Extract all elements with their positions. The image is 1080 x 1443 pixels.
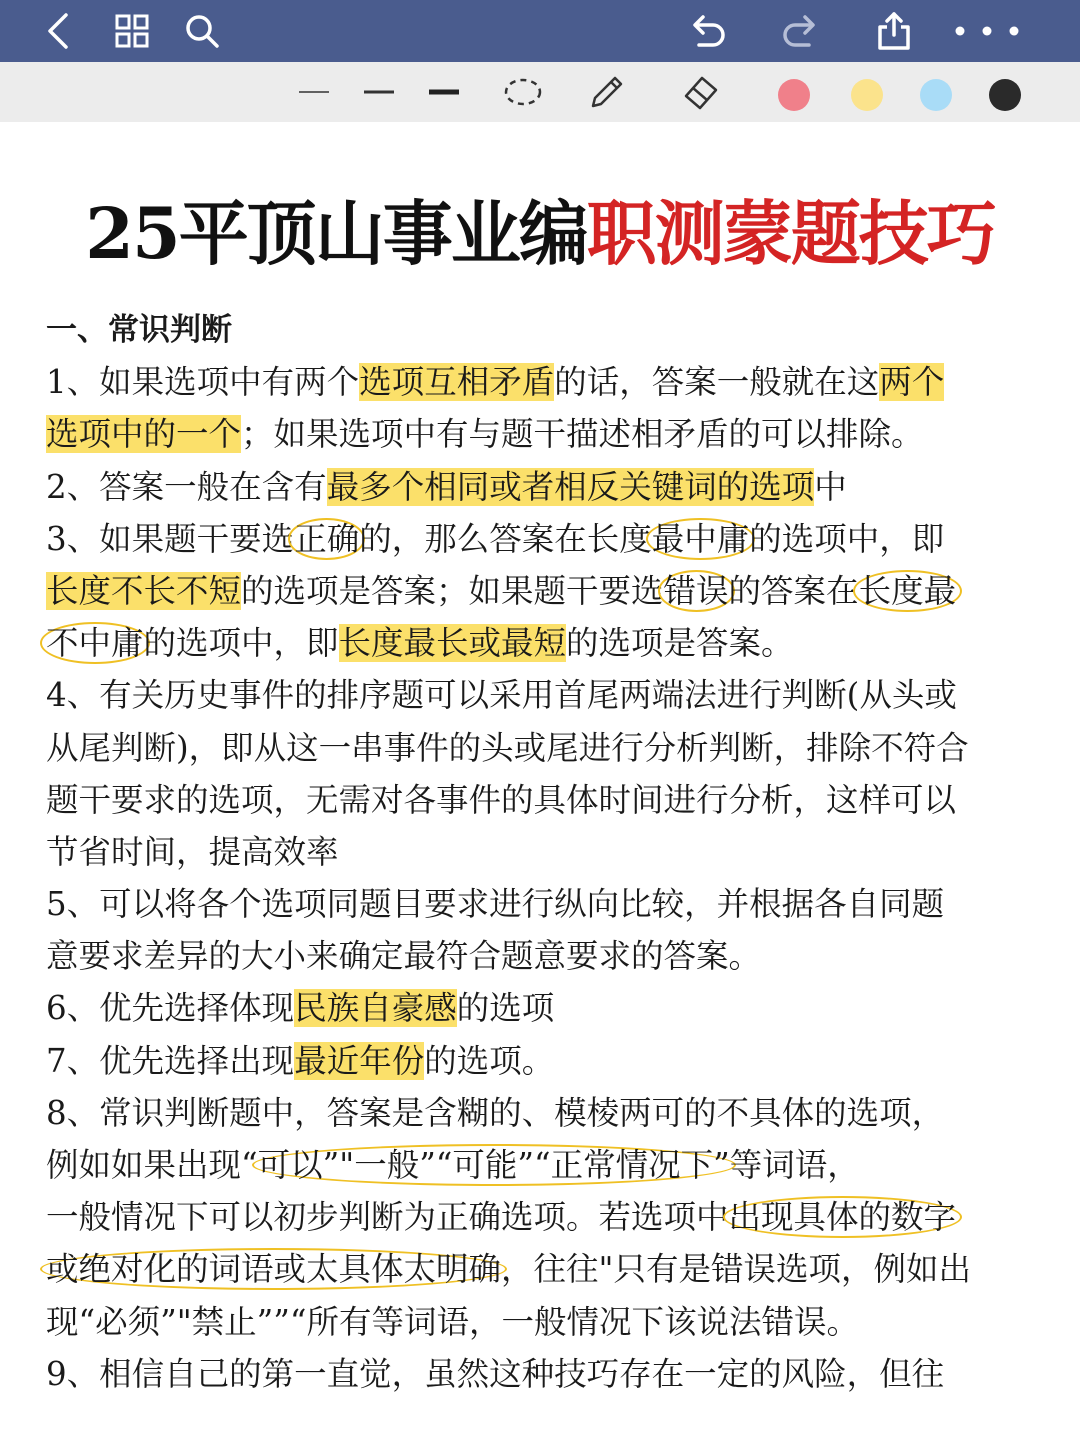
eraser-tool[interactable] <box>676 62 726 122</box>
text-line: 9、相信自己的第一直觉，虽然这种技巧存在一定的风险，但往 <box>46 1354 945 1393</box>
document-body <box>46 304 1040 1400</box>
more-button[interactable] <box>950 0 1024 62</box>
thin-line-icon <box>298 89 330 95</box>
grid-icon <box>114 13 150 49</box>
highlight: 选项中的一个 <box>46 415 242 454</box>
text-line: 或绝对化的词语或太具体太明确，往往"只有是错误选项，例如出 <box>46 1243 1040 1295</box>
highlight: 最多个相同或者相反关键词的选项 <box>326 467 815 506</box>
search-button[interactable] <box>180 0 224 62</box>
circle-annotation: 长度最 <box>853 570 963 612</box>
text-line: 2、答案一般在含有最多个相同或者相反关键词的选项中 <box>46 467 847 506</box>
section-heading: 一、常识判断 <box>46 312 232 348</box>
highlight: 长度不长不短 <box>46 571 242 610</box>
undo-button[interactable] <box>684 0 730 62</box>
circle-annotation: 出现具体的数字 <box>723 1196 963 1238</box>
text-line: 4、有关历史事件的排序题可以采用首尾两端法进行判断(从头或 <box>46 676 957 715</box>
circle-annotation: 最中庸 <box>646 518 756 560</box>
pink-color-swatch[interactable] <box>778 79 810 111</box>
text-line: 3、如果题干要选正确的，那么答案在长度最中庸的选项中，即 <box>46 519 945 558</box>
text-line: 6、优先选择体现民族自豪感的选项 <box>46 989 555 1028</box>
thick-line-tool[interactable] <box>424 62 464 122</box>
back-icon <box>46 12 70 50</box>
text-line: 7、优先选择出现最近年份的选项。 <box>46 1041 555 1080</box>
lasso-tool[interactable] <box>500 62 546 122</box>
thick-line-icon <box>428 88 460 96</box>
text-line: 选项中的一个；如果选项中有与题干描述相矛盾的可以排除。 <box>46 415 924 454</box>
circle-annotation: 或绝对化的词语或太具体太明确 <box>40 1248 507 1290</box>
lasso-icon <box>503 76 543 108</box>
pencil-tool[interactable] <box>584 62 630 122</box>
grid-view-button[interactable] <box>110 0 154 62</box>
redo-icon <box>781 13 821 49</box>
blue-color-swatch[interactable] <box>920 79 952 111</box>
text-line: 节省时间，提高效率 <box>46 832 339 871</box>
text-line: 例如如果出现“可以”"一般”“可能”“正常情况下”等词语， <box>46 1146 860 1184</box>
share-button[interactable] <box>872 0 916 62</box>
top-toolbar <box>0 0 1080 62</box>
yellow-color-swatch[interactable] <box>851 79 883 111</box>
drawing-toolbar <box>0 62 1080 122</box>
title-red-part: 职测蒙题技巧 <box>586 192 995 275</box>
circle-annotation: 正确 <box>288 518 365 560</box>
text-line: 1、如果选项中有两个选项互相矛盾的话，答案一般就在这两个 <box>46 363 945 402</box>
text-line: 不中庸的选项中，即长度最长或最短的选项是答案。 <box>46 617 1040 669</box>
text-line: 题干要求的选项，无需对各事件的具体时间进行分析，这样可以 <box>46 780 957 819</box>
text-line: 意要求差异的大小来确定最符合题意要求的答案。 <box>46 937 762 976</box>
thin-line-tool[interactable] <box>296 62 332 122</box>
title-black-part: 25平顶山事业编 <box>85 192 587 275</box>
circle-annotation: 可以”"一般”“可能”“正常情况下” <box>252 1144 736 1186</box>
text-line: 8、常识判断题中，答案是含糊的、模棱两可的不具体的选项， <box>46 1093 945 1132</box>
search-icon <box>184 13 220 49</box>
text-line: 5、可以将各个选项同题目要求进行纵向比较，并根据各自同题 <box>46 885 945 924</box>
text-line: 一般情况下可以初步判断为正确选项。若选项中出现具体的数字 <box>46 1191 1040 1243</box>
highlight: 民族自豪感 <box>294 989 457 1028</box>
text-line: 从尾判断)，即从这一串事件的头或尾进行分析判断，排除不符合 <box>46 728 969 767</box>
highlight: 长度最长或最短 <box>338 624 567 663</box>
back-button[interactable] <box>38 0 78 62</box>
share-icon <box>876 11 912 51</box>
pencil-icon <box>587 72 627 112</box>
black-color-swatch[interactable] <box>989 79 1021 111</box>
undo-icon <box>687 13 727 49</box>
medium-line-icon <box>363 89 395 95</box>
circle-annotation: 错误 <box>658 570 735 612</box>
document-title <box>0 178 1080 279</box>
medium-line-tool[interactable] <box>360 62 398 122</box>
text-line: 现“必须”"禁止””“所有等词语，一般情况下该说法错误。 <box>46 1302 860 1341</box>
circle-annotation: 不中庸 <box>40 622 150 664</box>
more-icon <box>952 25 1022 37</box>
highlight: 两个 <box>879 363 945 402</box>
eraser-icon <box>680 72 722 112</box>
redo-button[interactable] <box>778 0 824 62</box>
highlight: 最近年份 <box>294 1041 425 1080</box>
highlight: 选项互相矛盾 <box>359 363 555 402</box>
text-line: 长度不长不短的选项是答案；如果题干要选错误的答案在长度最 <box>46 565 1040 617</box>
